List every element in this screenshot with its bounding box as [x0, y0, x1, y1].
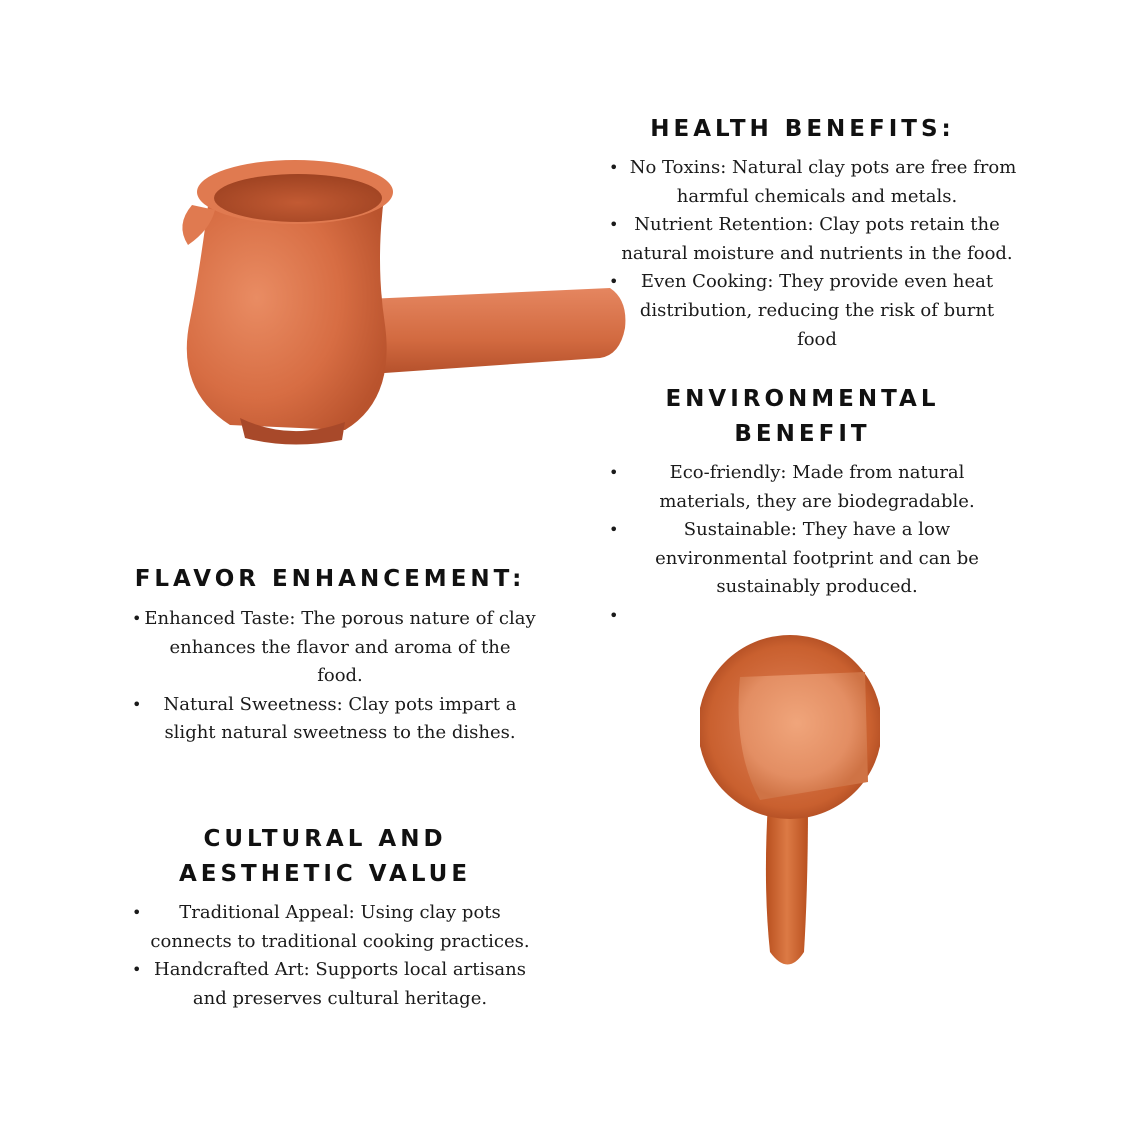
list-item-line: Nutrient Retention: Clay pots retain the	[634, 214, 1000, 236]
list-item-line: Eco-friendly: Made from natural	[669, 462, 965, 483]
list-item	[130, 956, 550, 1013]
bullet-icon: •	[609, 463, 619, 482]
clay-pot-top-illustration	[700, 632, 880, 972]
bullet-icon: •	[609, 605, 619, 625]
list-item-line: Natural Sweetness: Clay pots impart a	[163, 693, 517, 715]
list-item-line: environmental footprint and can be	[655, 547, 979, 569]
list-item-line: food.	[317, 665, 363, 687]
flavor-enhancement-heading: FLAVOR ENHANCEMENT:	[134, 566, 526, 592]
bullet-icon: •	[609, 520, 619, 540]
list-item	[607, 268, 1027, 354]
list-item	[607, 154, 1027, 211]
list-item-line: slight natural sweetness to the dishes.	[164, 722, 516, 744]
list-item-line: connects to traditional cooking practices.	[150, 930, 530, 952]
bullet-icon: •	[609, 158, 619, 177]
list-item-line: distribution, reducing the risk of burnt	[639, 299, 995, 321]
list-item	[607, 459, 1027, 516]
list-item-line: natural moisture and nutrients in the food.	[621, 242, 1013, 264]
list-item-line: Traditional Appeal: Using clay pots	[179, 902, 501, 923]
clay-pot-side-illustration	[170, 150, 630, 450]
list-item	[130, 691, 550, 748]
list-item-line: enhances the flavor and aroma of the	[169, 636, 511, 658]
flavor-enhancement-list	[130, 605, 550, 748]
environmental-benefit-heading	[620, 382, 985, 452]
list-item	[607, 602, 1027, 631]
heading-line: CULTURAL AND	[203, 826, 447, 852]
bullet-icon: •	[132, 609, 142, 628]
list-item-line: Handcrafted Art: Supports local artisans	[154, 959, 526, 981]
bullet-icon: •	[609, 272, 619, 292]
list-item	[130, 899, 550, 956]
list-item	[607, 516, 1027, 602]
cultural-aesthetic-list	[130, 899, 550, 1013]
list-item-line: No Toxins: Natural clay pots are free from	[629, 157, 1017, 178]
heading-line: AESTHETIC VALUE	[178, 861, 472, 887]
clay-pot-top-image	[700, 632, 880, 972]
heading-line: ENVIRONMENTAL	[665, 386, 940, 412]
heading-line: BENEFIT	[734, 421, 871, 447]
list-item-line: Sustainable: They have a low	[683, 519, 951, 541]
bullet-icon: •	[132, 903, 142, 922]
list-item-line: sustainably produced.	[716, 576, 918, 598]
health-benefits-heading: HEALTH BENEFITS:	[650, 116, 955, 142]
list-item-line: food	[797, 328, 837, 350]
bullet-icon: •	[609, 215, 619, 235]
environmental-benefit-list	[607, 459, 1027, 631]
list-item	[130, 605, 550, 691]
list-item-line: and preserves cultural heritage.	[192, 987, 488, 1009]
list-item-line: materials, they are biodegradable.	[659, 490, 975, 512]
list-item-line: Enhanced Taste: The porous nature of clay	[144, 608, 536, 629]
clay-pot-side-image	[170, 150, 630, 450]
health-benefits-list	[607, 154, 1027, 354]
list-item	[607, 211, 1027, 268]
cultural-aesthetic-heading	[140, 822, 510, 892]
bullet-icon: •	[132, 960, 142, 980]
bullet-icon: •	[132, 694, 142, 714]
list-item-line: harmful chemicals and metals.	[676, 185, 958, 207]
list-item-line: Even Cooking: They provide even heat	[640, 271, 994, 293]
